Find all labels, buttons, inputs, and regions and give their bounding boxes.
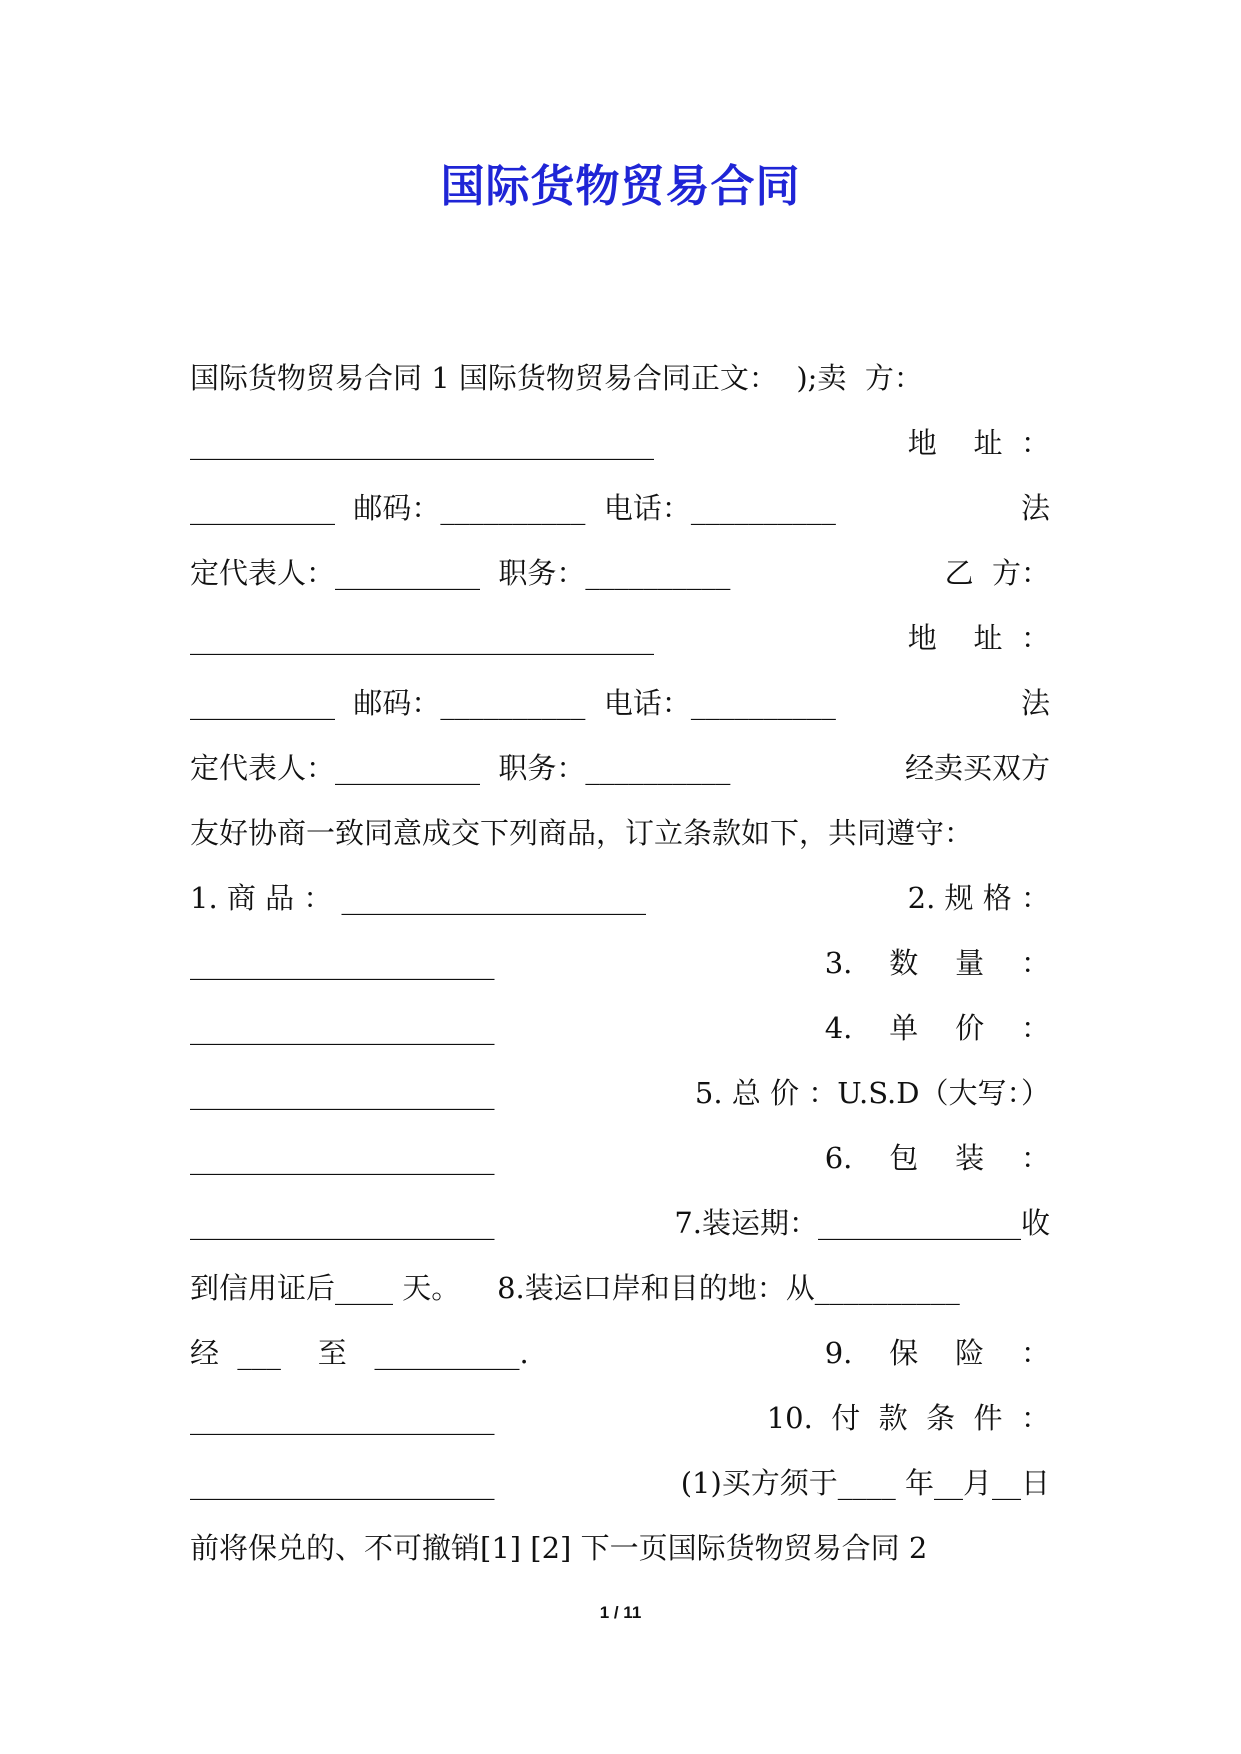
contract-line [190,1138,1050,1203]
contract-line [190,943,1050,1008]
contract-line [190,553,1050,618]
line-text: 法 [1020,491,1050,525]
line-text: _____________________ [190,1141,495,1175]
line-text: 经卖买双方 [904,751,1050,785]
line-text: _____________________ [190,1401,495,1435]
contract-line [190,1203,1050,1268]
line-text: 7.装运期：______________收 [674,1206,1050,1240]
line-text: 6. 包 装 ： [824,1141,1050,1175]
line-text: 乙 方： [944,556,1050,590]
contract-line [190,488,1050,553]
line-text: 定代表人：__________ 职务：__________ [190,751,731,785]
line-text: __________ 邮码：__________ 电话：__________ [190,491,836,525]
line-text: 1. 商 品 ： _____________________ [190,881,647,915]
line-text: 地 址 ： [907,621,1050,655]
contract-line [190,1463,1050,1528]
line-text: 国际货物贸易合同 1 国际货物贸易合同正文： );卖 方： [190,361,923,395]
contract-line [190,748,1050,813]
line-text: _____________________ [190,1466,495,1500]
contract-line [190,1333,1050,1398]
line-text: 法 [1020,686,1050,720]
contract-line [190,1398,1050,1463]
line-text: 3. 数 量 ： [824,946,1050,980]
contract-line [190,813,1050,878]
contract-line [190,683,1050,748]
contract-line [190,423,1050,488]
line-text: _____________________ [190,1011,495,1045]
line-text: 定代表人：__________ 职务：__________ [190,556,731,590]
line-text: ________________________________ [190,426,654,460]
contract-line [190,878,1050,943]
document-title: 国际货物贸易合同 [440,161,801,212]
line-text: _____________________ [190,1076,495,1110]
line-text: 10. 付 款 条 件 ： [766,1401,1050,1435]
line-text: (1)买方须于____ 年__月__日 [680,1466,1050,1500]
line-text: _____________________ [190,1206,495,1240]
line-text: 4. 单 价 ： [824,1011,1050,1045]
line-text: 9. 保 险 ： [824,1336,1050,1370]
line-text: 前将保兑的、不可撤销[1] [2] 下一页国际货物贸易合同 2 [190,1531,928,1565]
line-text: 到信用证后____ 天。 8.装运口岸和目的地：从__________ [190,1271,960,1305]
contract-line [190,1073,1050,1138]
line-text: ________________________________ [190,621,654,655]
line-text: _____________________ [190,946,495,980]
line-text: 2. 规 格 ： [907,881,1050,915]
page-number: 1 / 11 [599,1603,642,1622]
line-text: 5. 总 价 ：U.S.D（大写：） [694,1076,1050,1110]
contract-line [190,1528,1050,1593]
line-text: __________ 邮码：__________ 电话：__________ [190,686,836,720]
contract-line [190,358,1050,423]
contract-line [190,1008,1050,1073]
contract-line [190,618,1050,683]
line-text: 经 ___ 至 __________. [190,1336,529,1370]
line-text: 友好协商一致同意成交下列商品，订立条款如下，共同遵守： [190,816,974,850]
line-text: 地 址 ： [907,426,1050,460]
contract-line [190,1268,1050,1333]
